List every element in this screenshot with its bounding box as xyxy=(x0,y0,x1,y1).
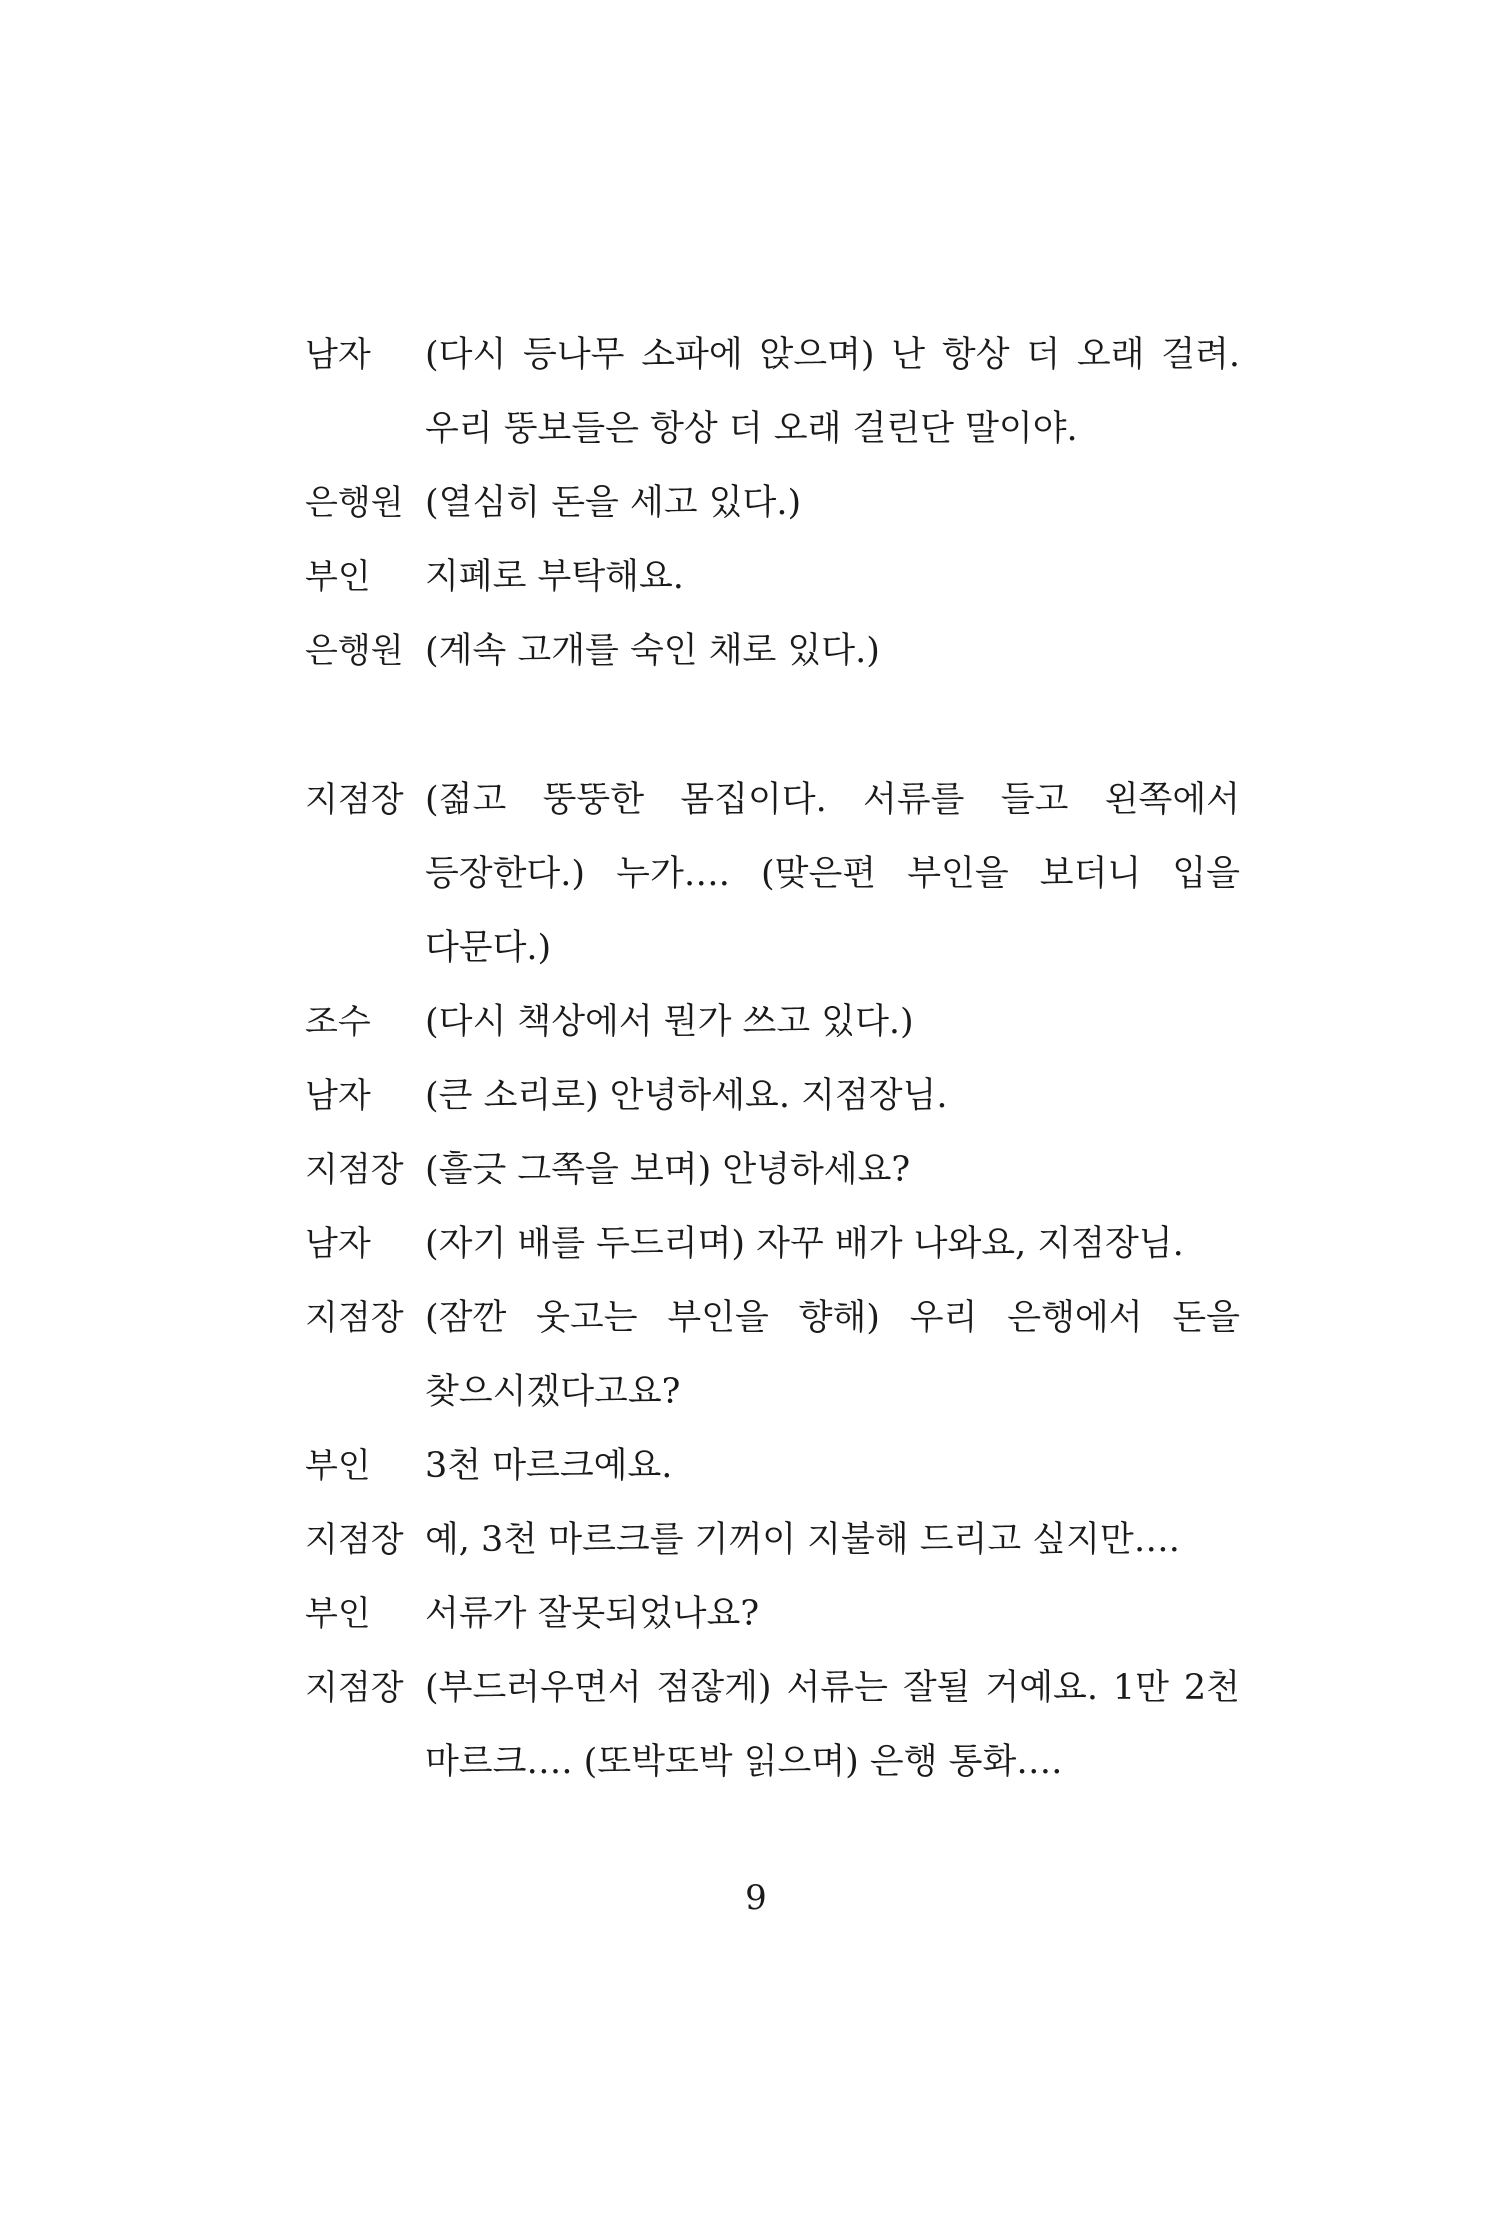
speaker-name: 지점장 xyxy=(305,780,404,820)
dialogue-text: (젊고 뚱뚱한 몸집이다. 서류를 들고 왼쪽에서 등장한다.) 누가…. (맞은편 부인을 보더니 입을 다문다.) xyxy=(425,780,1240,968)
page-number: 9 xyxy=(745,1878,767,1918)
dialogue-text: (잠깐 웃고는 부인을 향해) 우리 은행에서 돈을 찾으시겠다고요? xyxy=(425,1298,1240,1412)
dialogue-text: (다시 등나무 소파에 앉으며) 난 항상 더 오래 걸려. 우리 뚱보들은 항상 더 오래 걸린단 말이야. xyxy=(425,335,1240,449)
dialogue-line xyxy=(305,318,1240,466)
speaker-name: 지점장 xyxy=(305,1668,404,1708)
dialogue-line xyxy=(305,466,1240,540)
dialogue-line xyxy=(305,540,1240,614)
dialogue-line xyxy=(305,985,1240,1059)
dialogue-line xyxy=(305,1207,1240,1281)
dialogue-text: (흘긋 그쪽을 보며) 안녕하세요? xyxy=(425,1150,911,1190)
speaker-name: 남자 xyxy=(305,335,371,375)
dialogue-text: 예, 3천 마르크를 기꺼이 지불해 드리고 싶지만…. xyxy=(425,1520,1180,1560)
speaker-name: 남자 xyxy=(305,1224,371,1264)
dialogue-line xyxy=(305,1059,1240,1133)
dialogue-line xyxy=(305,1577,1240,1651)
dialogue-line xyxy=(305,1429,1240,1503)
script-body xyxy=(305,318,1240,1799)
speaker-name: 지점장 xyxy=(305,1298,404,1338)
dialogue-text: 지폐로 부탁해요. xyxy=(425,557,684,597)
speaker-name: 은행원 xyxy=(305,483,404,523)
dialogue-block-1 xyxy=(305,318,1240,688)
dialogue-text: 서류가 잘못되었나요? xyxy=(425,1594,760,1634)
speaker-name: 지점장 xyxy=(305,1520,404,1560)
speaker-name: 조수 xyxy=(305,1002,371,1042)
speaker-name: 은행원 xyxy=(305,631,404,671)
dialogue-text: (계속 고개를 숙인 채로 있다.) xyxy=(425,631,880,671)
dialogue-text: (부드러우면서 점잖게) 서류는 잘될 거예요. 1만 2천 마르크…. (또박또박 읽으며) 은행 통화…. xyxy=(425,1668,1240,1782)
dialogue-block-2 xyxy=(305,763,1240,1799)
dialogue-line xyxy=(305,763,1240,985)
dialogue-text: (큰 소리로) 안녕하세요. 지점장님. xyxy=(425,1076,948,1116)
speaker-name: 남자 xyxy=(305,1076,371,1116)
dialogue-text: (자기 배를 두드리며) 자꾸 배가 나와요, 지점장님. xyxy=(425,1224,1184,1264)
dialogue-line xyxy=(305,1651,1240,1799)
dialogue-line xyxy=(305,1281,1240,1429)
dialogue-line xyxy=(305,614,1240,688)
speaker-name: 부인 xyxy=(305,1446,371,1486)
speaker-name: 부인 xyxy=(305,557,371,597)
speaker-name: 지점장 xyxy=(305,1150,404,1190)
dialogue-text: 3천 마르크예요. xyxy=(425,1446,673,1486)
dialogue-text: (열심히 돈을 세고 있다.) xyxy=(425,483,802,523)
dialogue-line xyxy=(305,1503,1240,1577)
speaker-name: 부인 xyxy=(305,1594,371,1634)
dialogue-text: (다시 책상에서 뭔가 쓰고 있다.) xyxy=(425,1002,914,1042)
dialogue-line xyxy=(305,1133,1240,1207)
